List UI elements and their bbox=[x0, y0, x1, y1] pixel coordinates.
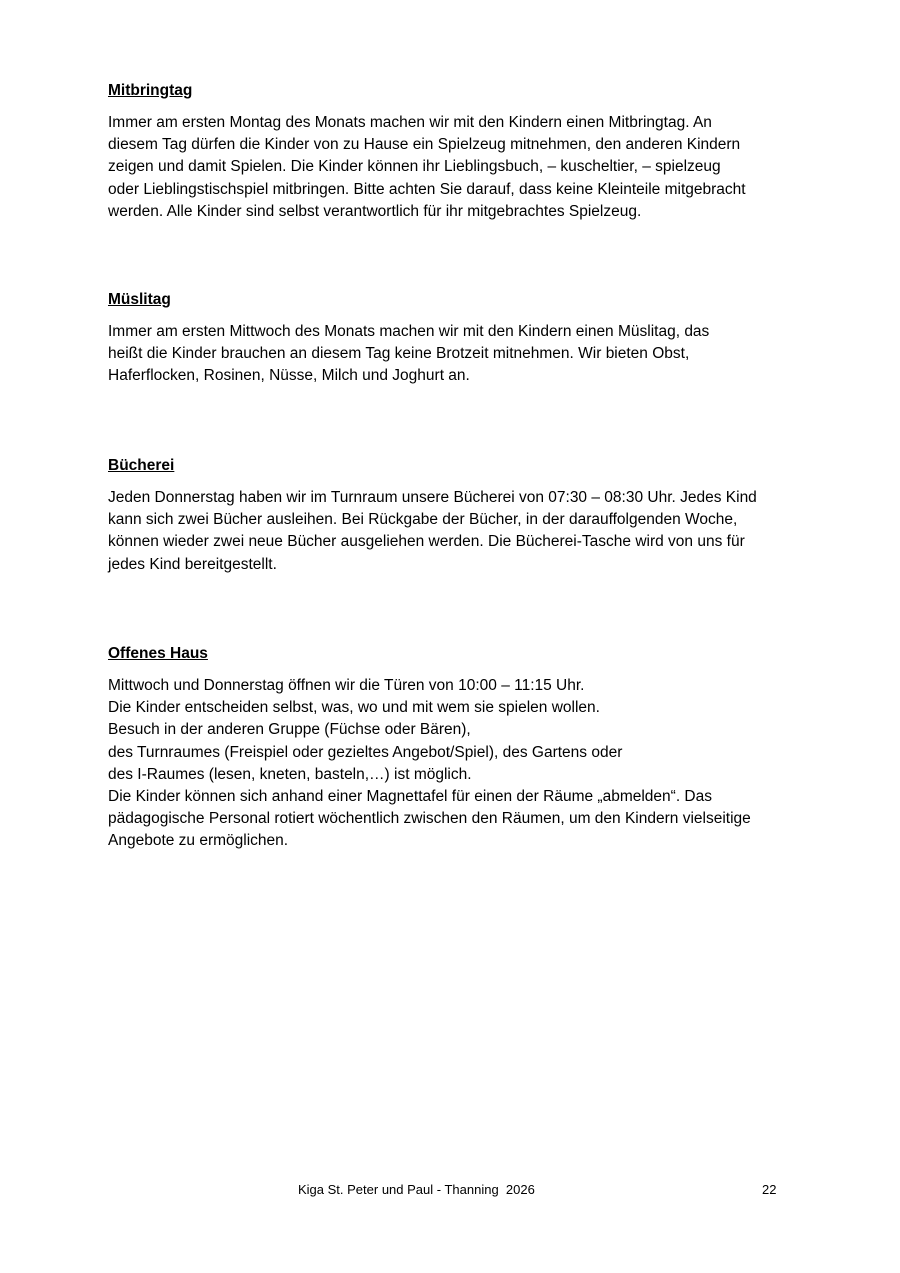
text-line: oder Lieblingstischspiel mitbringen. Bitte achten Sie darauf, dass keine Kleinteile mitgebracht bbox=[108, 180, 746, 198]
footer-text: Kiga St. Peter und Paul - Thanning 2026 bbox=[298, 1182, 535, 1197]
section-heading: Mitbringtag bbox=[108, 82, 193, 99]
section-heading: Müslitag bbox=[108, 291, 171, 308]
text-line: Besuch in der anderen Gruppe (Füchse oder Bären), bbox=[108, 721, 471, 739]
section-paragraph bbox=[108, 487, 808, 576]
text-line: des I-Raumes (lesen, kneten, basteln,…) ist möglich. bbox=[108, 765, 472, 783]
section-mueslitag bbox=[108, 289, 808, 388]
text-line: Die Kinder entscheiden selbst, was, wo und mit wem sie spielen wollen. bbox=[108, 699, 600, 717]
section-heading: Offenes Haus bbox=[108, 645, 208, 662]
text-line: Die Kinder können sich anhand einer Magnettafel für einen der Räume „abmelden“. Das bbox=[108, 788, 712, 806]
section-heading: Bücherei bbox=[108, 457, 175, 474]
text-line: jedes Kind bereitgestellt. bbox=[108, 555, 277, 573]
text-line: Immer am ersten Mittwoch des Monats machen wir mit den Kindern einen Müslitag, das bbox=[108, 323, 710, 340]
text-line: Immer am ersten Montag des Monats machen wir mit den Kindern einen Mitbringtag. An bbox=[108, 114, 712, 131]
text-line: Angebote zu ermöglichen. bbox=[108, 832, 289, 850]
section-paragraph bbox=[108, 112, 808, 223]
section-paragraph bbox=[108, 675, 808, 853]
text-line: heißt die Kinder brauchen an diesem Tag keine Brotzeit mitnehmen. Wir bieten Obst, bbox=[108, 345, 690, 363]
text-line: diesem Tag dürfen die Kinder von zu Hause ein Spielzeug mitnehmen, den anderen Kindern bbox=[108, 136, 741, 154]
text-line: kann sich zwei Bücher ausleihen. Bei Rückgabe der Bücher, in der darauffolgenden Woche, bbox=[108, 511, 738, 529]
section-buecherei bbox=[108, 455, 808, 576]
text-line: können wieder zwei neue Bücher ausgeliehen werden. Die Bücherei-Tasche wird von uns für bbox=[108, 533, 745, 551]
section-offenes-haus bbox=[108, 643, 808, 853]
section-mitbringtag bbox=[108, 80, 808, 223]
text-line: des Turnraumes (Freispiel oder gezieltes Angebot/Spiel), des Gartens oder bbox=[108, 743, 623, 761]
text-line: werden. Alle Kinder sind selbst verantwortlich für ihr mitgebrachtes Spielzeug. bbox=[108, 202, 642, 220]
text-line: Jeden Donnerstag haben wir im Turnraum unsere Bücherei von 07:30 – 08:30 Uhr. Jedes Kind bbox=[108, 489, 757, 506]
text-line: zeigen und damit Spielen. Die Kinder können ihr Lieblingsbuch, – kuscheltier, – spielzeug bbox=[108, 158, 721, 176]
text-line: pädagogische Personal rotiert wöchentlich zwischen den Räumen, um den Kindern vielseitige bbox=[108, 810, 751, 828]
text-line: Mittwoch und Donnerstag öffnen wir die Türen von 10:00 – 11:15 Uhr. bbox=[108, 677, 585, 694]
page-number: 22 bbox=[762, 1182, 777, 1197]
text-line: Haferflocken, Rosinen, Nüsse, Milch und Joghurt an. bbox=[108, 367, 470, 385]
section-paragraph bbox=[108, 321, 808, 388]
